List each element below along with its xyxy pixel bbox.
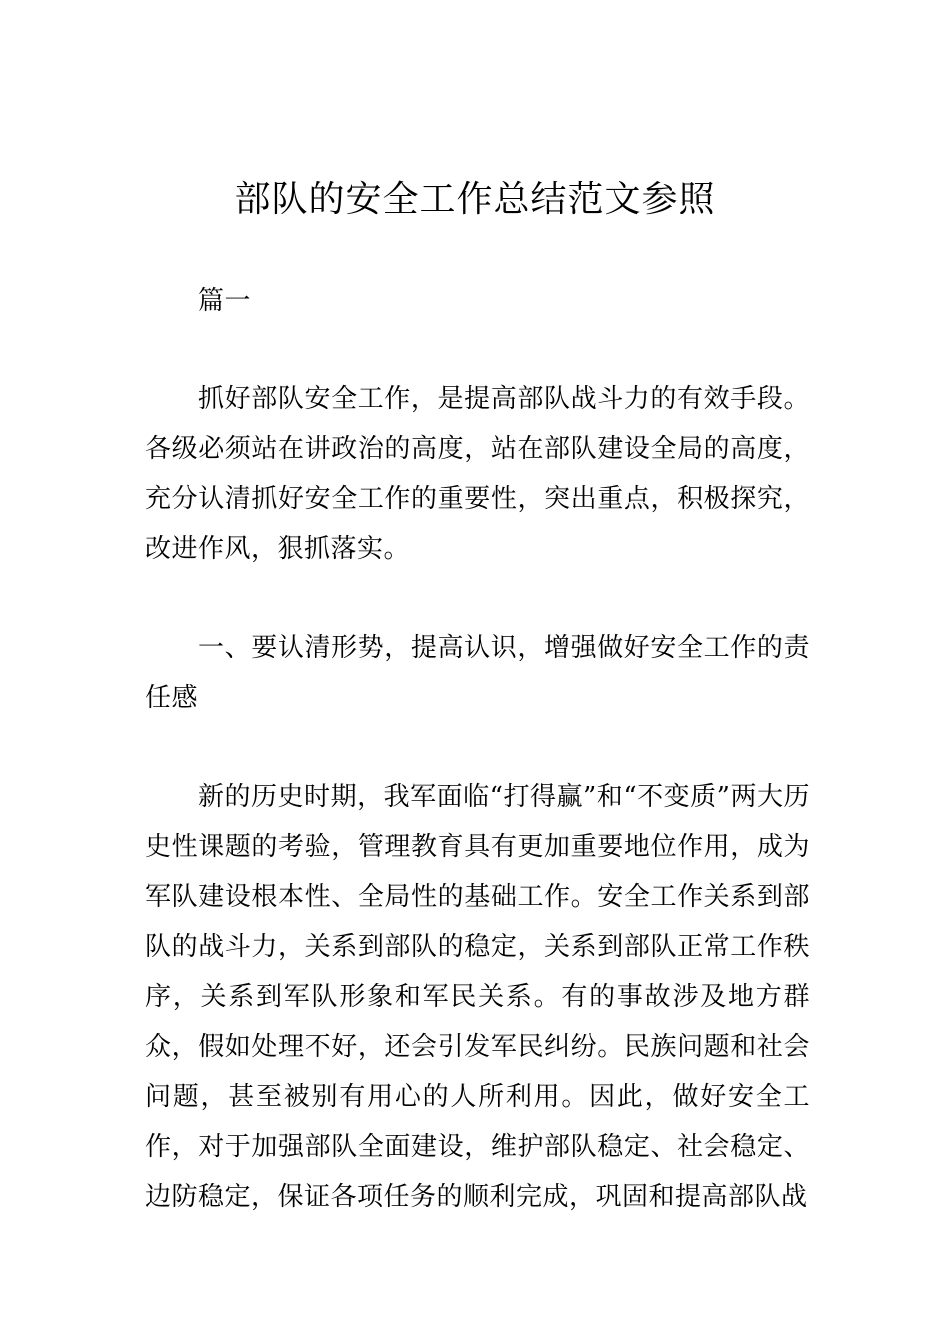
- intro-paragraph: 抓好部队安全工作，是提高部队战斗力的有效手段。各级必须站在讲政治的高度，站在部队建设全局的高度，充分认清抓好安全工作的重要性，突出重点，积极探究，改进作风，狠抓落实。: [145, 384, 810, 564]
- section-heading: 一、要认清形势，提高认识，增强做好安全工作的责任感: [145, 633, 810, 713]
- section-label: 篇一: [198, 286, 252, 316]
- document-title: 部队的安全工作总结范文参照: [234, 179, 716, 220]
- body-paragraph: 新的历史时期，我军面临“打得赢”和“不变质”两大历史性课题的考验，管理教育具有更加重要地位作用，成为军队建设根本性、全局性的基础工作。安全工作关系到部队的战斗力，关系到部队的稳定，关系到部队正常工作秩序，关系到军队形象和军民关系。有的事故涉及地方群众，假如处理不好，还会引发军民纠纷。民族问题和社会问题，甚至被别有用心的人所利用。因此，做好安全工作，对于加强部队全面建设，维护部队稳定、社会稳定、边防稳定，保证各项任务的顺利完成，巩固和提高部队战: [145, 782, 810, 1212]
